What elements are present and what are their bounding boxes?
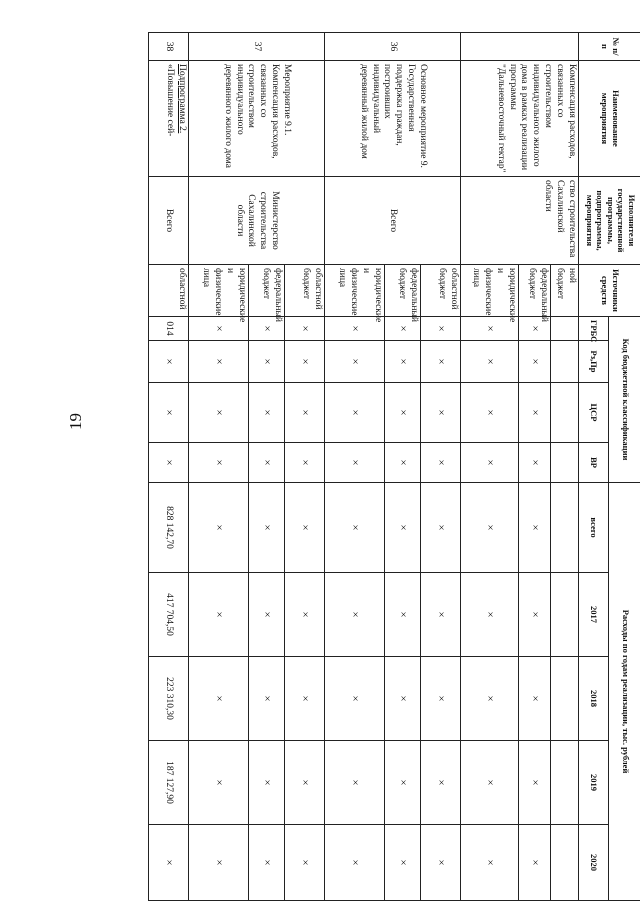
x-cell: × (249, 573, 285, 657)
x-cell: × (461, 657, 519, 741)
source-cell: юридические и физические лица (461, 265, 519, 317)
x-cell: × (189, 657, 249, 741)
header-num: № п/п (579, 33, 640, 61)
x-cell: × (285, 317, 325, 341)
total-cell: 828 142,70 (149, 483, 189, 573)
x-cell: × (519, 443, 551, 483)
x-cell: × (285, 825, 325, 901)
header-2017: 2017 (579, 573, 609, 657)
x-cell: × (325, 443, 385, 483)
x-cell: × (189, 825, 249, 901)
header-grbs: ГРБС (579, 317, 609, 341)
header-csr: ЦСР (579, 383, 609, 443)
x-cell: × (421, 383, 461, 443)
source-cell: областной бюджет (421, 265, 461, 317)
x-cell: × (461, 825, 519, 901)
x-cell: × (149, 383, 189, 443)
value-2019-cell: 187 127,90 (149, 741, 189, 825)
x-cell: × (461, 317, 519, 341)
x-cell: × (189, 383, 249, 443)
x-cell: × (285, 483, 325, 573)
source-cell: областной бюджет (285, 265, 325, 317)
grbs-cell: 014 (149, 317, 189, 341)
x-cell: × (385, 657, 421, 741)
x-cell: × (385, 573, 421, 657)
x-cell: × (421, 741, 461, 825)
expenses-table (148, 32, 640, 901)
row-num: 38 (149, 33, 189, 61)
x-cell: × (385, 825, 421, 901)
x-cell: × (249, 825, 285, 901)
x-cell: × (519, 341, 551, 383)
x-cell: × (385, 741, 421, 825)
header-sources: Источники средств (579, 265, 640, 317)
source-cell: федеральный бюджет (249, 265, 285, 317)
x-cell: × (285, 341, 325, 383)
x-cell: × (149, 443, 189, 483)
row-executor: Всего (325, 177, 461, 265)
header-2020: 2020 (579, 825, 609, 901)
x-cell: × (285, 443, 325, 483)
x-cell: × (249, 657, 285, 741)
x-cell: × (421, 573, 461, 657)
x-cell: × (385, 317, 421, 341)
header-name: Наименование мероприятия (579, 61, 640, 177)
header-expenses: Расходы по годам реализации, тыс. рублей (609, 483, 640, 901)
x-cell: × (189, 741, 249, 825)
row-name (149, 61, 189, 177)
x-cell: × (461, 741, 519, 825)
x-cell: × (189, 443, 249, 483)
row-num: 36 (325, 33, 461, 61)
row-num (461, 33, 579, 61)
x-cell: × (285, 741, 325, 825)
x-cell: × (421, 483, 461, 573)
row-name: Компенсация расходов, связанных со строительством индивидуального жилого дома в рамках реализации программы "Дальневосточный гектар" (461, 61, 579, 177)
x-cell: × (325, 657, 385, 741)
x-cell: × (461, 383, 519, 443)
x-cell: × (519, 657, 551, 741)
value-2017-cell: 417 704,50 (149, 573, 189, 657)
row-executor: ство строительства Сахалинской области (461, 177, 579, 265)
x-cell: × (519, 825, 551, 901)
x-cell: × (249, 317, 285, 341)
value-2018-cell: 223 310,30 (149, 657, 189, 741)
subprogram-label: Подпрограмма 2. (177, 64, 187, 134)
x-cell: × (325, 573, 385, 657)
x-cell: × (421, 657, 461, 741)
x-cell: × (325, 317, 385, 341)
source-cell: юридические и физические лица (325, 265, 385, 317)
x-cell: × (249, 443, 285, 483)
x-cell: × (519, 383, 551, 443)
x-cell: × (189, 483, 249, 573)
x-cell: × (461, 341, 519, 383)
x-cell: × (189, 341, 249, 383)
row-name: Основное мероприятие 9. Государственная поддержка граждан, построивших индивидуальный деревянный жилой дом (325, 61, 461, 177)
x-cell: × (421, 341, 461, 383)
x-cell: × (421, 825, 461, 901)
header-2019: 2019 (579, 741, 609, 825)
header-2018: 2018 (579, 657, 609, 741)
row-executor: Всего (149, 177, 189, 265)
x-cell: × (461, 483, 519, 573)
x-cell: × (189, 573, 249, 657)
x-cell: × (421, 317, 461, 341)
source-cell: федеральный бюджет (385, 265, 421, 317)
x-cell: × (249, 341, 285, 383)
x-cell: × (519, 317, 551, 341)
source-cell: федеральный бюджет (519, 265, 551, 317)
x-cell: × (421, 443, 461, 483)
header-budget-class: Код бюджетной классификации (609, 317, 640, 483)
page-number: 19 (66, 413, 85, 430)
x-cell: × (285, 573, 325, 657)
rotated-table-container (151, 32, 640, 900)
source-cell: областной (149, 265, 189, 317)
row-name: Мероприятие 9.1. Компенсация расходов, связанных со строительством индивидуального деревянного жилого дома (189, 61, 325, 177)
x-cell: × (461, 443, 519, 483)
x-cell: × (285, 383, 325, 443)
x-cell: × (385, 341, 421, 383)
x-cell: × (149, 825, 189, 901)
row-num: 37 (189, 33, 325, 61)
x-cell: × (325, 741, 385, 825)
header-vr: ВР (579, 443, 609, 483)
x-cell: × (519, 741, 551, 825)
x-cell: × (325, 825, 385, 901)
x-cell: × (385, 483, 421, 573)
source-cell: юридические и физические лица (189, 265, 249, 317)
x-cell: × (285, 657, 325, 741)
subprogram-title: «Повышение сей- (165, 64, 176, 137)
x-cell: × (385, 443, 421, 483)
x-cell: × (249, 383, 285, 443)
x-cell: × (519, 483, 551, 573)
header-executors: Исполнители государственной программы, подпрограммы, мероприятия (579, 177, 640, 265)
x-cell: × (249, 741, 285, 825)
row-executor: Министерство строительства Сахалинской области (189, 177, 325, 265)
x-cell: × (325, 483, 385, 573)
x-cell: × (249, 483, 285, 573)
header-rzpr: Рз,Пр (579, 341, 609, 383)
x-cell: × (385, 383, 421, 443)
x-cell: × (325, 383, 385, 443)
x-cell: × (325, 341, 385, 383)
source-cell: ной бюджет (551, 265, 579, 317)
x-cell: × (149, 341, 189, 383)
x-cell: × (189, 317, 249, 341)
header-total: всего (579, 483, 609, 573)
x-cell: × (461, 573, 519, 657)
x-cell: × (519, 573, 551, 657)
